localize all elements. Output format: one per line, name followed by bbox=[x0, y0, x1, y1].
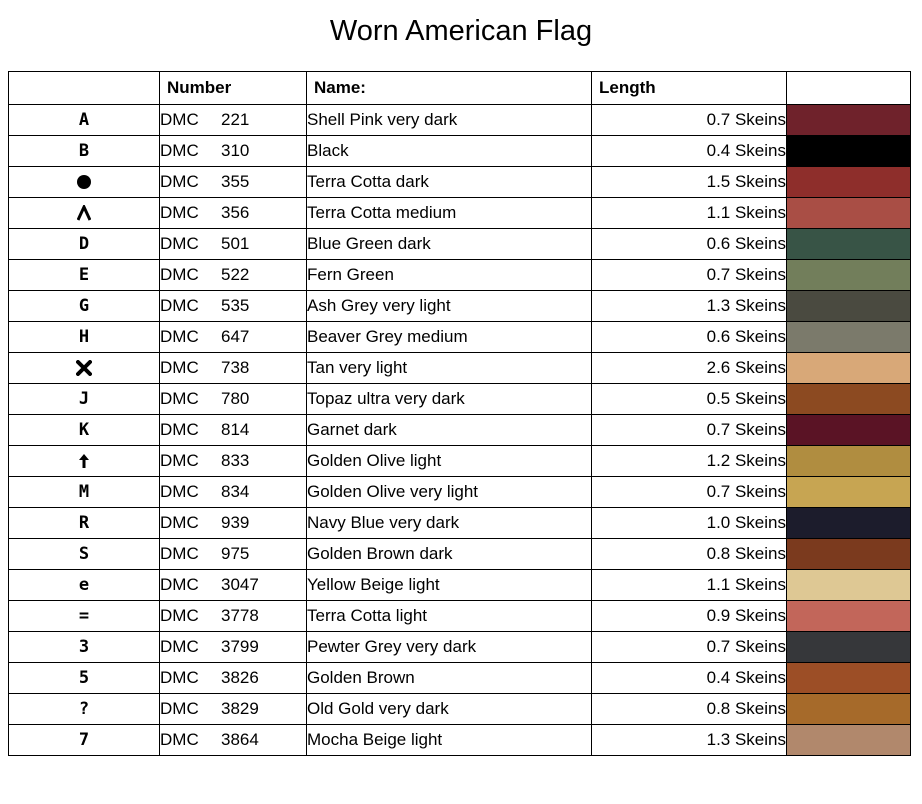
table-row bbox=[9, 415, 911, 446]
length-cell: 0.5 Skeins bbox=[592, 384, 787, 415]
floss-brand: DMC bbox=[160, 296, 199, 315]
length-cell: 0.6 Skeins bbox=[592, 229, 787, 260]
color-swatch bbox=[787, 446, 910, 476]
color-swatch bbox=[787, 725, 910, 755]
color-swatch bbox=[787, 539, 910, 569]
color-swatch bbox=[787, 694, 910, 724]
floss-code: 780 bbox=[221, 389, 250, 408]
length-cell: 2.6 Skeins bbox=[592, 353, 787, 384]
table-row bbox=[9, 167, 911, 198]
table-row bbox=[9, 384, 911, 415]
table-row bbox=[9, 539, 911, 570]
color-swatch bbox=[787, 198, 910, 228]
symbol-cell: = bbox=[9, 601, 160, 632]
name-cell: Shell Pink very dark bbox=[307, 105, 592, 136]
number-cell bbox=[160, 198, 307, 229]
color-swatch bbox=[787, 322, 910, 352]
table-row bbox=[9, 477, 911, 508]
number-cell bbox=[160, 384, 307, 415]
symbol-cell: H bbox=[9, 322, 160, 353]
length-cell: 0.7 Skeins bbox=[592, 415, 787, 446]
table-row bbox=[9, 291, 911, 322]
length-cell: 1.3 Skeins bbox=[592, 725, 787, 756]
name-cell: Terra Cotta dark bbox=[307, 167, 592, 198]
length-cell: 0.7 Skeins bbox=[592, 632, 787, 663]
floss-brand: DMC bbox=[160, 668, 199, 687]
header-color bbox=[787, 72, 911, 105]
symbol-cell bbox=[9, 167, 160, 198]
color-swatch bbox=[787, 229, 910, 259]
cross-x-icon bbox=[76, 358, 92, 378]
number-cell bbox=[160, 694, 307, 725]
floss-code: 355 bbox=[221, 172, 250, 191]
floss-brand: DMC bbox=[160, 327, 199, 346]
color-swatch-cell bbox=[787, 446, 911, 477]
floss-brand: DMC bbox=[160, 482, 199, 501]
length-cell: 0.7 Skeins bbox=[592, 105, 787, 136]
name-cell: Golden Olive very light bbox=[307, 477, 592, 508]
color-swatch-cell bbox=[787, 105, 911, 136]
name-cell: Golden Brown bbox=[307, 663, 592, 694]
floss-code: 535 bbox=[221, 296, 250, 315]
length-cell: 0.6 Skeins bbox=[592, 322, 787, 353]
up-arrow-icon bbox=[78, 451, 90, 471]
floss-brand: DMC bbox=[160, 544, 199, 563]
length-cell: 0.7 Skeins bbox=[592, 260, 787, 291]
number-cell bbox=[160, 260, 307, 291]
number-cell bbox=[160, 167, 307, 198]
length-cell: 0.4 Skeins bbox=[592, 663, 787, 694]
color-swatch bbox=[787, 167, 910, 197]
symbol-cell: E bbox=[9, 260, 160, 291]
floss-brand: DMC bbox=[160, 575, 199, 594]
color-swatch-cell bbox=[787, 167, 911, 198]
length-cell: 0.4 Skeins bbox=[592, 136, 787, 167]
symbol-cell: e bbox=[9, 570, 160, 601]
floss-code: 939 bbox=[221, 513, 250, 532]
color-swatch bbox=[787, 260, 910, 290]
floss-brand: DMC bbox=[160, 420, 199, 439]
floss-code: 647 bbox=[221, 327, 250, 346]
table-row bbox=[9, 229, 911, 260]
name-cell: Fern Green bbox=[307, 260, 592, 291]
name-cell: Black bbox=[307, 136, 592, 167]
number-cell bbox=[160, 477, 307, 508]
symbol-cell: G bbox=[9, 291, 160, 322]
color-swatch bbox=[787, 601, 910, 631]
name-cell: Terra Cotta medium bbox=[307, 198, 592, 229]
color-swatch bbox=[787, 136, 910, 166]
floss-brand: DMC bbox=[160, 358, 199, 377]
header-symbol bbox=[9, 72, 160, 105]
color-swatch-cell bbox=[787, 663, 911, 694]
table-row bbox=[9, 260, 911, 291]
color-swatch-cell bbox=[787, 601, 911, 632]
length-cell: 0.8 Skeins bbox=[592, 694, 787, 725]
color-swatch-cell bbox=[787, 477, 911, 508]
number-cell bbox=[160, 291, 307, 322]
number-cell bbox=[160, 663, 307, 694]
floss-code: 221 bbox=[221, 110, 250, 129]
length-cell: 1.5 Skeins bbox=[592, 167, 787, 198]
floss-code: 834 bbox=[221, 482, 250, 501]
floss-code: 3778 bbox=[221, 606, 259, 625]
symbol-cell: 5 bbox=[9, 663, 160, 694]
color-swatch-cell bbox=[787, 198, 911, 229]
header-length: Length bbox=[592, 72, 787, 105]
color-swatch bbox=[787, 570, 910, 600]
floss-code: 3826 bbox=[221, 668, 259, 687]
floss-code: 310 bbox=[221, 141, 250, 160]
name-cell: Garnet dark bbox=[307, 415, 592, 446]
table-body bbox=[9, 105, 911, 756]
color-swatch bbox=[787, 632, 910, 662]
color-swatch-cell bbox=[787, 415, 911, 446]
floss-brand: DMC bbox=[160, 451, 199, 470]
table-row bbox=[9, 601, 911, 632]
name-cell: Mocha Beige light bbox=[307, 725, 592, 756]
length-cell: 1.2 Skeins bbox=[592, 446, 787, 477]
name-cell: Blue Green dark bbox=[307, 229, 592, 260]
length-cell: 1.1 Skeins bbox=[592, 198, 787, 229]
color-swatch bbox=[787, 353, 910, 383]
symbol-cell bbox=[9, 198, 160, 229]
number-cell bbox=[160, 725, 307, 756]
symbol-cell: M bbox=[9, 477, 160, 508]
length-cell: 1.3 Skeins bbox=[592, 291, 787, 322]
floss-brand: DMC bbox=[160, 234, 199, 253]
floss-brand: DMC bbox=[160, 141, 199, 160]
symbol-cell: 7 bbox=[9, 725, 160, 756]
floss-brand: DMC bbox=[160, 389, 199, 408]
number-cell bbox=[160, 539, 307, 570]
floss-code: 522 bbox=[221, 265, 250, 284]
symbol-cell: 3 bbox=[9, 632, 160, 663]
color-swatch bbox=[787, 508, 910, 538]
table-row bbox=[9, 694, 911, 725]
name-cell: Golden Brown dark bbox=[307, 539, 592, 570]
number-cell bbox=[160, 570, 307, 601]
name-cell: Navy Blue very dark bbox=[307, 508, 592, 539]
name-cell: Tan very light bbox=[307, 353, 592, 384]
table-row bbox=[9, 446, 911, 477]
number-cell bbox=[160, 136, 307, 167]
color-swatch bbox=[787, 663, 910, 693]
color-swatch-cell bbox=[787, 570, 911, 601]
table-row bbox=[9, 632, 911, 663]
color-swatch-cell bbox=[787, 322, 911, 353]
color-swatch bbox=[787, 384, 910, 414]
number-cell bbox=[160, 508, 307, 539]
table-row bbox=[9, 663, 911, 694]
name-cell: Beaver Grey medium bbox=[307, 322, 592, 353]
floss-brand: DMC bbox=[160, 730, 199, 749]
name-cell: Old Gold very dark bbox=[307, 694, 592, 725]
caret-up-icon bbox=[77, 203, 91, 223]
color-swatch-cell bbox=[787, 384, 911, 415]
number-cell bbox=[160, 229, 307, 260]
number-cell bbox=[160, 415, 307, 446]
symbol-cell: K bbox=[9, 415, 160, 446]
color-swatch bbox=[787, 105, 910, 135]
floss-brand: DMC bbox=[160, 172, 199, 191]
number-cell bbox=[160, 601, 307, 632]
floss-code: 738 bbox=[221, 358, 250, 377]
color-swatch-cell bbox=[787, 260, 911, 291]
table-header-row bbox=[9, 72, 911, 105]
floss-brand: DMC bbox=[160, 699, 199, 718]
symbol-cell bbox=[9, 446, 160, 477]
table-row bbox=[9, 570, 911, 601]
table-row bbox=[9, 353, 911, 384]
length-cell: 0.9 Skeins bbox=[592, 601, 787, 632]
symbol-cell bbox=[9, 353, 160, 384]
symbol-cell: ? bbox=[9, 694, 160, 725]
filled-circle-icon bbox=[76, 172, 92, 192]
symbol-cell: A bbox=[9, 105, 160, 136]
floss-code: 814 bbox=[221, 420, 250, 439]
number-cell bbox=[160, 322, 307, 353]
color-swatch-cell bbox=[787, 694, 911, 725]
name-cell: Pewter Grey very dark bbox=[307, 632, 592, 663]
table-row bbox=[9, 105, 911, 136]
length-cell: 1.1 Skeins bbox=[592, 570, 787, 601]
color-swatch-cell bbox=[787, 508, 911, 539]
color-swatch-cell bbox=[787, 136, 911, 167]
table-row bbox=[9, 198, 911, 229]
floss-code: 3047 bbox=[221, 575, 259, 594]
color-swatch bbox=[787, 477, 910, 507]
number-cell bbox=[160, 105, 307, 136]
color-swatch-cell bbox=[787, 632, 911, 663]
floss-brand: DMC bbox=[160, 110, 199, 129]
symbol-cell: J bbox=[9, 384, 160, 415]
header-number: Number bbox=[160, 72, 307, 105]
floss-code: 356 bbox=[221, 203, 250, 222]
symbol-cell: B bbox=[9, 136, 160, 167]
floss-code: 3799 bbox=[221, 637, 259, 656]
length-cell: 1.0 Skeins bbox=[592, 508, 787, 539]
color-swatch-cell bbox=[787, 291, 911, 322]
color-swatch-cell bbox=[787, 353, 911, 384]
number-cell bbox=[160, 446, 307, 477]
floss-code: 975 bbox=[221, 544, 250, 563]
color-swatch-cell bbox=[787, 229, 911, 260]
header-name: Name: bbox=[307, 72, 592, 105]
table-row bbox=[9, 508, 911, 539]
name-cell: Topaz ultra very dark bbox=[307, 384, 592, 415]
name-cell: Yellow Beige light bbox=[307, 570, 592, 601]
name-cell: Ash Grey very light bbox=[307, 291, 592, 322]
floss-brand: DMC bbox=[160, 203, 199, 222]
floss-code: 833 bbox=[221, 451, 250, 470]
floss-legend-table bbox=[8, 71, 911, 756]
floss-brand: DMC bbox=[160, 637, 199, 656]
name-cell: Golden Olive light bbox=[307, 446, 592, 477]
length-cell: 0.8 Skeins bbox=[592, 539, 787, 570]
floss-code: 501 bbox=[221, 234, 250, 253]
symbol-cell: D bbox=[9, 229, 160, 260]
color-swatch bbox=[787, 291, 910, 321]
table-row bbox=[9, 136, 911, 167]
symbol-cell: R bbox=[9, 508, 160, 539]
floss-code: 3864 bbox=[221, 730, 259, 749]
color-swatch bbox=[787, 415, 910, 445]
page-title: Worn American Flag bbox=[329, 15, 593, 47]
color-swatch-cell bbox=[787, 539, 911, 570]
floss-code: 3829 bbox=[221, 699, 259, 718]
number-cell bbox=[160, 632, 307, 663]
length-cell: 0.7 Skeins bbox=[592, 477, 787, 508]
floss-brand: DMC bbox=[160, 265, 199, 284]
table-row bbox=[9, 322, 911, 353]
symbol-cell: S bbox=[9, 539, 160, 570]
table-row bbox=[9, 725, 911, 756]
floss-brand: DMC bbox=[160, 513, 199, 532]
name-cell: Terra Cotta light bbox=[307, 601, 592, 632]
number-cell bbox=[160, 353, 307, 384]
color-swatch-cell bbox=[787, 725, 911, 756]
floss-brand: DMC bbox=[160, 606, 199, 625]
